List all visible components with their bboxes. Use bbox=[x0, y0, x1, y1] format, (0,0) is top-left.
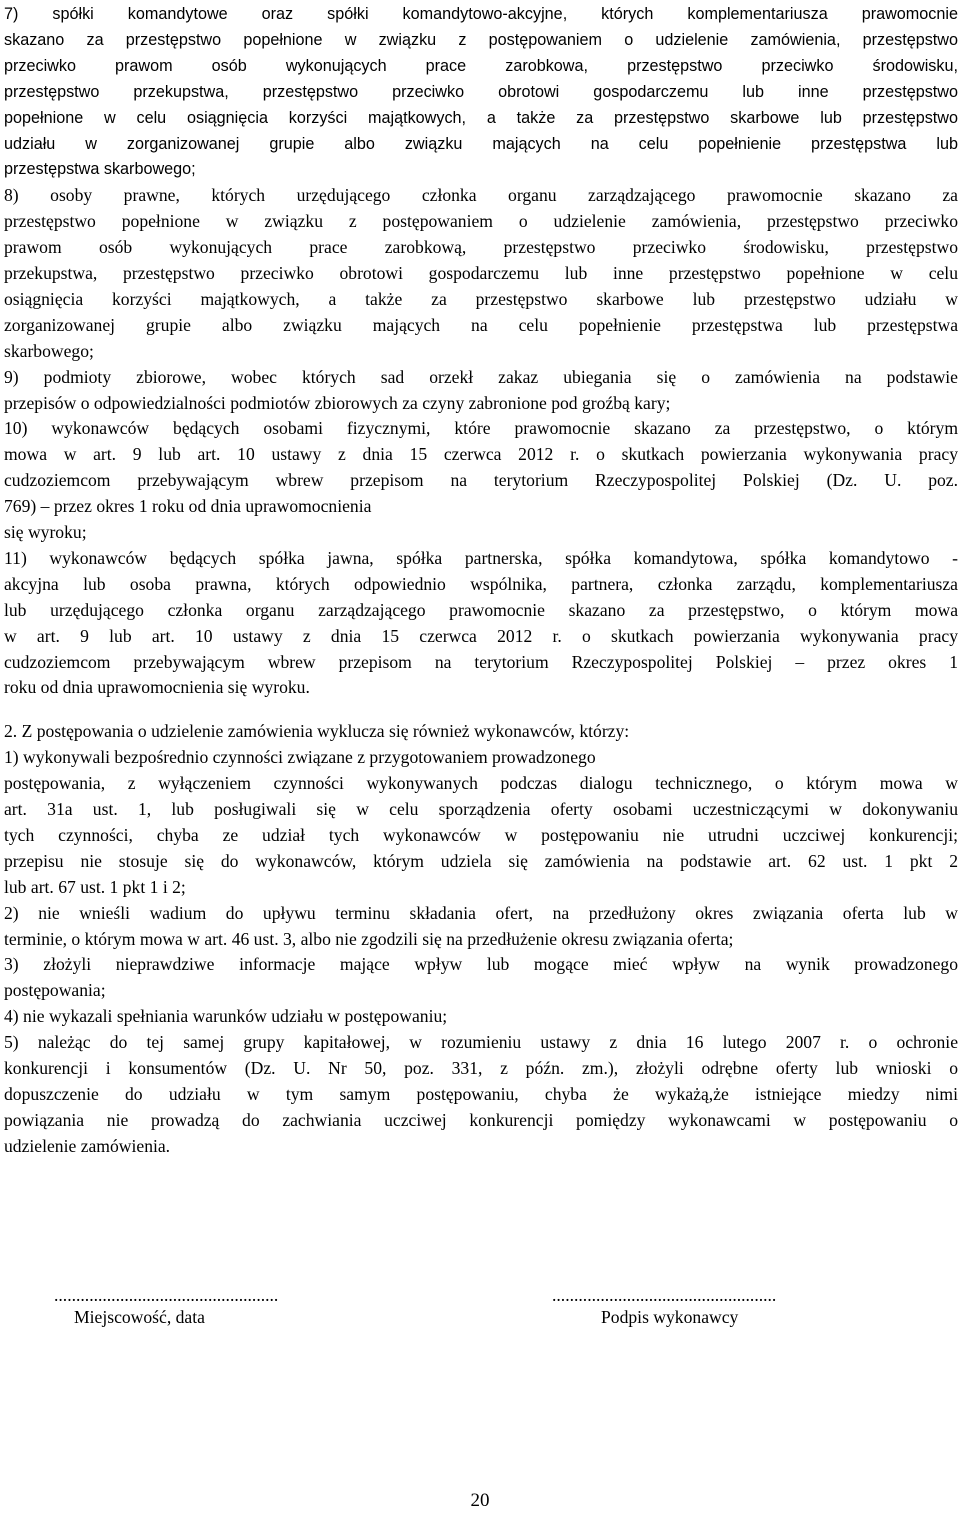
text-line: skarbowego; bbox=[4, 340, 94, 361]
text-line: cudzoziemcom przebywającym wbrew przepisom na terytorium Rzeczypospolitej Polskiej (Dz. U. poz. bbox=[4, 470, 958, 491]
text-line: 11) wykonawców będących spółka jawna, spółka partnerska, spółka komandytowa, spółka komandytowo - bbox=[4, 547, 958, 568]
place-date-dotted-line: ................................................... bbox=[54, 1285, 279, 1305]
text-line: udziału w zorganizowanej grupie albo związku mających na celu popełnienie przestępstwa lub bbox=[4, 134, 958, 153]
place-date-label: Miejscowość, data bbox=[74, 1307, 205, 1327]
text-line: osiągnięcia korzyści majątkowych, a także za przestępstwo skarbowe lub przestępstwo udziału w bbox=[4, 288, 958, 309]
text-line: przepisów o odpowiedzialności podmiotów zbiorowych za czyny zabronione pod groźbą kary; bbox=[4, 392, 671, 413]
text-line: przestępstwo popełnione w związku z postępowaniem o udzielenie zamówienia, przestępstwo przeciwko bbox=[4, 211, 958, 232]
text-line: 7) spółki komandytowe oraz spółki komandytowo-akcyjne, których komplementariusza prawomocnie bbox=[4, 5, 958, 23]
text-line: postępowania; bbox=[4, 980, 106, 1001]
signature-label: Podpis wykonawcy bbox=[601, 1307, 739, 1327]
text-line: 8) osoby prawne, których urzędującego członka organu zarządzającego prawomocnie skazano za bbox=[4, 185, 958, 206]
signature-dotted-line: ................................................... bbox=[552, 1285, 777, 1305]
text-line: popełnione w celu osiągnięcia korzyści majątkowych, a także za przestępstwo skarbowe lub przestępstwo bbox=[4, 108, 958, 127]
text-line: prawom osób wykonujących prace zarobkową, przestępstwo przeciwko środowisku, przestępstwo bbox=[4, 237, 958, 258]
text-line: przestępstwa skarbowego; bbox=[4, 160, 196, 179]
text-line: 5) należąc do tej samej grupy kapitałowej, w rozumieniu ustawy z dnia 16 lutego 2007 r. o ochronie bbox=[4, 1032, 958, 1053]
text-line: powiązania nie prowadzą do zachwiania uczciwej konkurencji pomiędzy wykonawcami w postępowaniu o bbox=[4, 1109, 958, 1130]
text-line: przeciwko prawom osób wykonujących prace zarobkowa, przestępstwo przeciwko środowisku, bbox=[4, 56, 958, 75]
text-line: 10) wykonawców będących osobami fizycznymi, które prawomocnie skazano za przestępstwo, o którym bbox=[4, 418, 958, 439]
text-line: w art. 9 lub art. 10 ustawy z dnia 15 czerwca 2012 r. o skutkach powierzania wykonywania pracy bbox=[4, 625, 958, 646]
text-line: roku od dnia uprawomocnienia się wyroku. bbox=[4, 677, 310, 698]
text-line: dopuszczenie do udziału w tym samym postępowaniu, chyba że wykażą,że istniejące miedzy nimi bbox=[4, 1083, 958, 1104]
text-line: art. 31a ust. 1, lub posługiwali się w celu sporządzenia oferty osobami uczestniczącymi w dokonywaniu bbox=[4, 799, 958, 819]
text-line: konkurencji i konsumentów (Dz. U. Nr 50, poz. 331, z późn. zm.), złożyli odrębne oferty lub wnioski o bbox=[4, 1058, 958, 1078]
text-line: 2) nie wnieśli wadium do upływu terminu składania ofert, na przedłużony okres związania oferta lub w bbox=[4, 902, 958, 923]
text-line: 2. Z postępowania o udzielenie zamówienia wyklucza się również wykonawców, którzy: bbox=[4, 721, 630, 742]
text-line: 769) – przez okres 1 roku od dnia uprawomocnienia bbox=[4, 496, 372, 517]
text-line: 4) nie wykazali spełniania warunków udziału w postępowaniu; bbox=[4, 1006, 448, 1027]
text-line: 9) podmioty zbiorowe, wobec których sad orzekł zakaz ubiegania się o zamówienia na podstawie bbox=[4, 366, 958, 387]
text-line: cudzoziemcom przebywającym wbrew przepisom na terytorium Rzeczypospolitej Polskiej – przez okres 1 bbox=[4, 651, 958, 672]
text-line: przepisu nie stosuje się do wykonawców, którym udziela się zamówienia na podstawie art. 62 ust. 1 pkt 2 bbox=[4, 850, 958, 871]
text-line: mowa w art. 9 lub art. 10 ustawy z dnia 15 czerwca 2012 r. o skutkach powierzania wykonywania pracy bbox=[4, 444, 958, 465]
text-line: się wyroku; bbox=[4, 522, 87, 542]
text-line: 3) złożyli nieprawdziwe informacje mające wpływ lub mogące mieć wpływ na wynik prowadzonego bbox=[4, 954, 958, 975]
text-line: postępowania, z wyłączeniem czynności wykonywanych podczas dialogu technicznego, o którym mowa w bbox=[4, 773, 958, 794]
text-line: akcyjna lub osoba prawna, których odpowiednio wspólnika, partnera, członka zarządu, komplementariusza bbox=[4, 573, 958, 594]
text-line: lub urzędującego członka organu zarządzającego prawomocnie skazano za przestępstwo, o którym mowa bbox=[4, 599, 958, 620]
text-line: przekupstwa, przestępstwo przeciwko obrotowi gospodarczemu lub inne przestępstwo popełnione w celu bbox=[4, 263, 958, 283]
text-line: terminie, o którym mowa w art. 46 ust. 3, albo nie zgodzili się na przedłużenie okresu związania oferta; bbox=[4, 928, 734, 949]
page-number: 20 bbox=[470, 1490, 490, 1511]
text-line: lub art. 67 ust. 1 pkt 1 i 2; bbox=[4, 876, 186, 897]
text-line: 1) wykonywali bezpośrednio czynności związane z przygotowaniem prowadzonego bbox=[4, 747, 596, 768]
text-line: udzielenie zamówienia. bbox=[4, 1135, 171, 1156]
text-line: skazano za przestępstwo popełnione w związku z postępowaniem o udzielenie zamówienia, przestępstwo bbox=[4, 30, 958, 49]
text-line: tych czynności, chyba ze udział tych wykonawców w postępowaniu nie utrudni uczciwej konkurencji; bbox=[4, 824, 958, 845]
document-page bbox=[4, 0, 958, 1512]
text-line: przestępstwo przekupstwa, przestępstwo przeciwko obrotowi gospodarczemu lub inne przestępstwo bbox=[4, 82, 958, 101]
text-line: zorganizowanej grupie albo związku mających na celu popełnienie przestępstwa lub przestępstwa bbox=[4, 314, 958, 335]
